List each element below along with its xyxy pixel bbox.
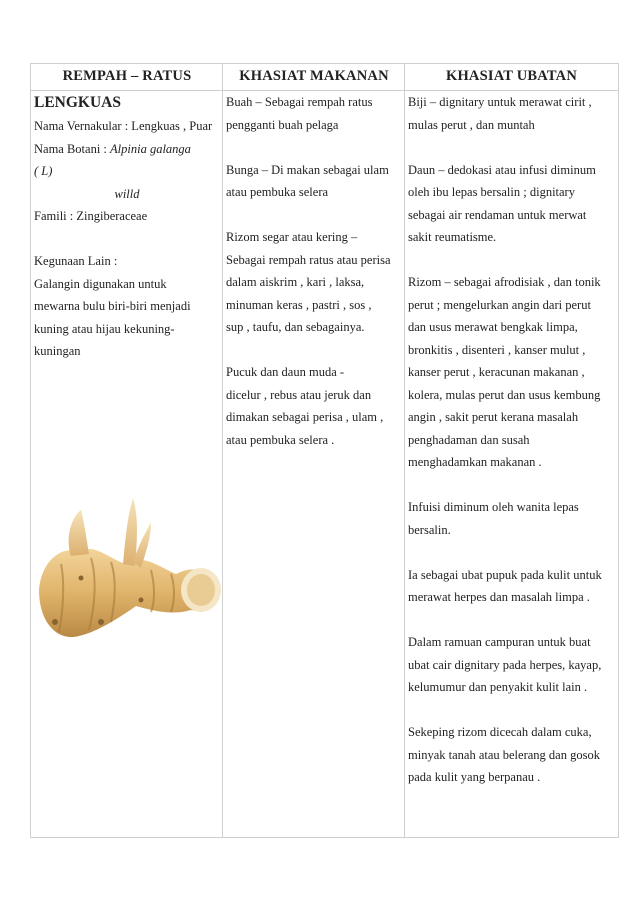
text-line: penghadaman dan susah: [408, 432, 530, 447]
column-divider-2: [404, 64, 405, 837]
text-line: Galangin digunakan untuk: [34, 276, 167, 291]
text-line: pada kulit yang berpanau .: [408, 770, 541, 784]
other-uses-text: [34, 273, 220, 363]
text-line: Sebagai rempah ratus atau perisa: [226, 252, 391, 267]
text-line: kanser perut , keracunan makanan ,: [408, 365, 585, 379]
herb-table: [30, 63, 619, 838]
vernacular-name: Nama Vernakular : Lengkuas , Puar: [34, 119, 213, 133]
text-line: atau pembuka selera: [226, 185, 329, 199]
botanical-name: Nama Botani : Alpinia galanga: [34, 141, 191, 156]
other-uses-title: Kegunaan Lain :: [34, 254, 118, 268]
text-line: [226, 136, 402, 159]
text-line: perut ; mengelurkan angin dari perut: [408, 297, 591, 312]
header-khasiat-ubatan: KHASIAT UBATAN: [405, 64, 618, 91]
text-line: dan usus merawat bengkak limpa,: [408, 320, 578, 334]
column-khasiat-ubatan: [408, 91, 618, 789]
text-line: dicelur , rebus atau jeruk dan: [226, 387, 372, 402]
text-line: Rizom – sebagai afrodisiak , dan tonik: [408, 275, 601, 289]
header-rempah-ratus: REMPAH – RATUS: [31, 64, 223, 91]
text-line: [408, 541, 618, 564]
text-line: mewarna bulu biri-biri menjadi: [34, 299, 191, 313]
text-line: sakit reumatisme.: [408, 230, 497, 244]
text-line: minuman keras , pastri , sos ,: [226, 297, 372, 312]
text-line: angin , sakit perut kerana masalah: [408, 410, 579, 424]
column-khasiat-makanan: [226, 91, 402, 451]
text-line: [408, 249, 618, 272]
herb-title: LENGKUAS: [34, 94, 121, 111]
text-line: kuningan: [34, 344, 81, 358]
galangal-root-image: [31, 482, 227, 654]
text-line: kolera, mulas perut dan usus kembung: [408, 387, 601, 402]
text-line: Sekeping rizom dicecah dalam cuka,: [408, 725, 592, 739]
text-line: Buah – Sebagai rempah ratus: [226, 95, 373, 109]
text-line: [226, 339, 402, 362]
text-line: bersalin.: [408, 522, 451, 537]
text-line: Ia sebagai ubat pupuk pada kulit untuk: [408, 567, 602, 582]
text-line: [408, 699, 618, 722]
column-divider-1: [222, 64, 223, 837]
text-line: sup , taufu, dan sebagainya.: [226, 320, 365, 334]
text-line: minyak tanah atau belerang dan gosok: [408, 747, 600, 762]
text-line: kuning atau hijau kekuning-: [34, 321, 175, 336]
food-benefits-text: [226, 91, 402, 451]
text-line: pengganti buah pelaga: [226, 117, 339, 132]
text-line: [408, 136, 618, 159]
text-line: ubat cair dignitary pada herpes, kayap,: [408, 657, 602, 672]
text-line: dimakan sebagai perisa , ulam ,: [226, 410, 384, 424]
header-khasiat-makanan: KHASIAT MAKANAN: [223, 64, 405, 91]
text-line: bronkitis , disenteri , kanser mulut ,: [408, 342, 586, 357]
text-line: mulas perut , dan muntah: [408, 117, 535, 132]
botanical-l: ( L): [34, 164, 53, 178]
text-line: merawat herpes dan masalah limpa .: [408, 590, 590, 604]
text-line: Biji – dignitary untuk merawat cirit ,: [408, 95, 592, 109]
botanical-author: willd: [114, 186, 140, 201]
family-name: Famili : Zingiberaceae: [34, 209, 148, 223]
text-line: Daun – dedokasi atau infusi diminum: [408, 162, 596, 177]
text-line: Rizom segar atau kering –: [226, 230, 358, 244]
text-line: [408, 474, 618, 497]
text-line: [226, 204, 402, 227]
text-line: kelumumur dan penyakit kulit lain .: [408, 680, 588, 694]
text-line: Pucuk dan daun muda -: [226, 365, 345, 379]
text-line: atau pembuka selera .: [226, 432, 335, 447]
medicinal-benefits-text: [408, 91, 618, 789]
text-line: dalam aiskrim , kari , laksa,: [226, 275, 365, 289]
text-line: sebagai air rendaman untuk merwat: [408, 207, 587, 222]
text-line: Infuisi diminum oleh wanita lepas: [408, 500, 579, 514]
text-line: [408, 609, 618, 632]
text-line: menghadamkan makanan .: [408, 455, 542, 469]
column-rempah: [34, 91, 220, 363]
text-line: Dalam ramuan campuran untuk buat: [408, 635, 591, 649]
text-line: oleh ibu lepas bersalin ; dignitary: [408, 185, 575, 199]
text-line: Bunga – Di makan sebagai ulam: [226, 162, 389, 177]
